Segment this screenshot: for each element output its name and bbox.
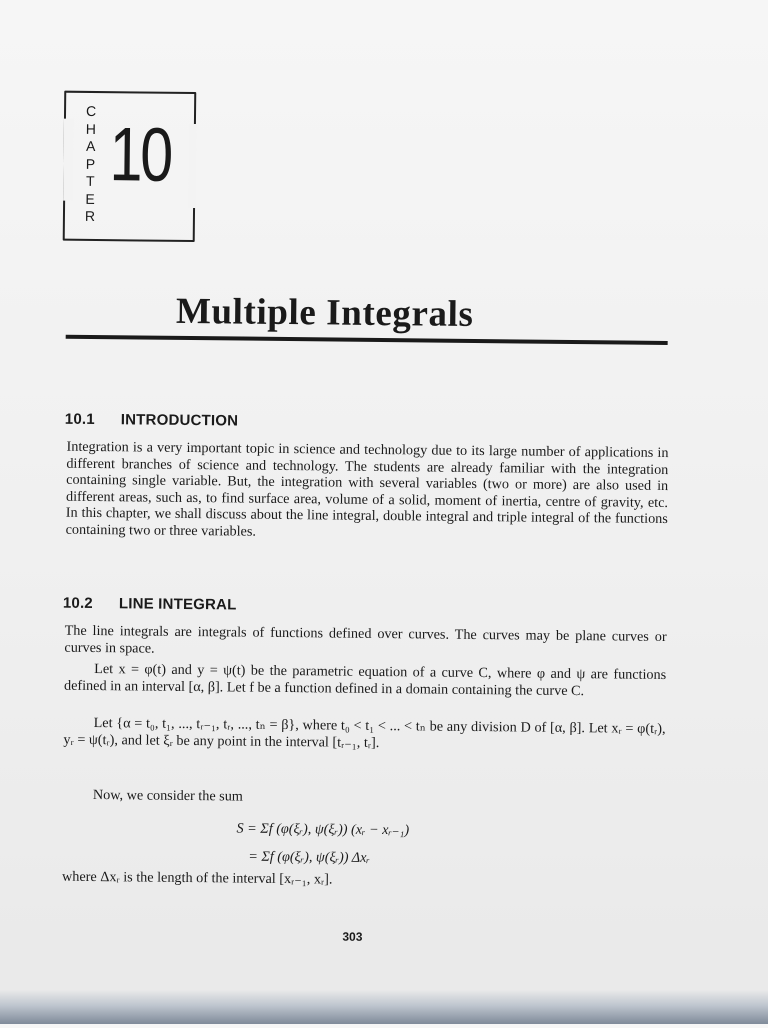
line-integral-paragraph-4: Now, we consider the sum — [92, 787, 243, 805]
section-number: 10.2 — [62, 594, 93, 612]
sum-equation-1: S = Σf (φ(ξᵣ), ψ(ξᵣ)) (xᵣ − xᵣ₋₁) — [236, 820, 410, 839]
chapter-letter: P — [85, 155, 96, 172]
chapter-badge — [63, 91, 197, 242]
section-title: LINE INTEGRAL — [118, 595, 237, 614]
chapter-letter: A — [85, 137, 96, 154]
page-edge-shadow — [0, 990, 768, 1024]
line-integral-paragraph-2: Let x = φ(t) and y = ψ(t) be the parametric equation of a curve C, where φ and ψ are functions defined in an interval [α, β]. Let f be a function defined in a domain containing the curve C. — [63, 661, 667, 699]
section-heading-line-integral — [63, 595, 237, 614]
line-integral-paragraph-1: The line integrals are integrals of functions defined over curves. The curves may be plane curves or curves in space. — [64, 622, 667, 657]
page-number: 303 — [342, 929, 363, 944]
section-heading-introduction — [65, 411, 239, 430]
line-integral-paragraph-3: Let {α = t₀, t₁, ..., tᵣ₋₁, tᵣ, ..., tₙ = β}, where t₀ < t₁ < ... < tₙ be any division D of [α, β]. Let xᵣ = φ(tᵣ), yᵣ = ψ(tᵣ), and let ξᵣ be any point in the interval [tᵣ₋₁, tᵣ]. — [63, 715, 666, 751]
chapter-letter: H — [85, 120, 97, 137]
chapter-letter: C — [85, 102, 97, 120]
chapter-label — [81, 103, 100, 226]
chapter-title: Multiple Integrals — [175, 290, 474, 335]
introduction-paragraph: Integration is a very important topic in science and technology due to its large number of applications in different branches of science and technology. The students are already familiar with the integration containing single variable. But, the integration with several variables (two or more) are also used in different areas, such as, to find surface area, volume of a solid, moment of inertia, centre of gravity, etc. In this chapter, we shall discuss about the line integral, double integral and triple integral of the functions containing two or three variables. — [65, 438, 669, 540]
chapter-number: 10 — [109, 112, 172, 198]
section-number: 10.1 — [64, 410, 95, 429]
sum-equation-2: = Σf (φ(ξᵣ), ψ(ξᵣ)) Δxᵣ — [248, 848, 371, 866]
line-integral-paragraph-5: where Δxᵣ is the length of the interval [xᵣ₋₁, xᵣ]. — [61, 868, 333, 888]
title-divider — [66, 335, 668, 345]
chapter-letter: E — [85, 190, 95, 207]
chapter-letter: T — [85, 172, 95, 189]
section-title: INTRODUCTION — [120, 411, 239, 430]
chapter-letter: R — [84, 207, 96, 224]
